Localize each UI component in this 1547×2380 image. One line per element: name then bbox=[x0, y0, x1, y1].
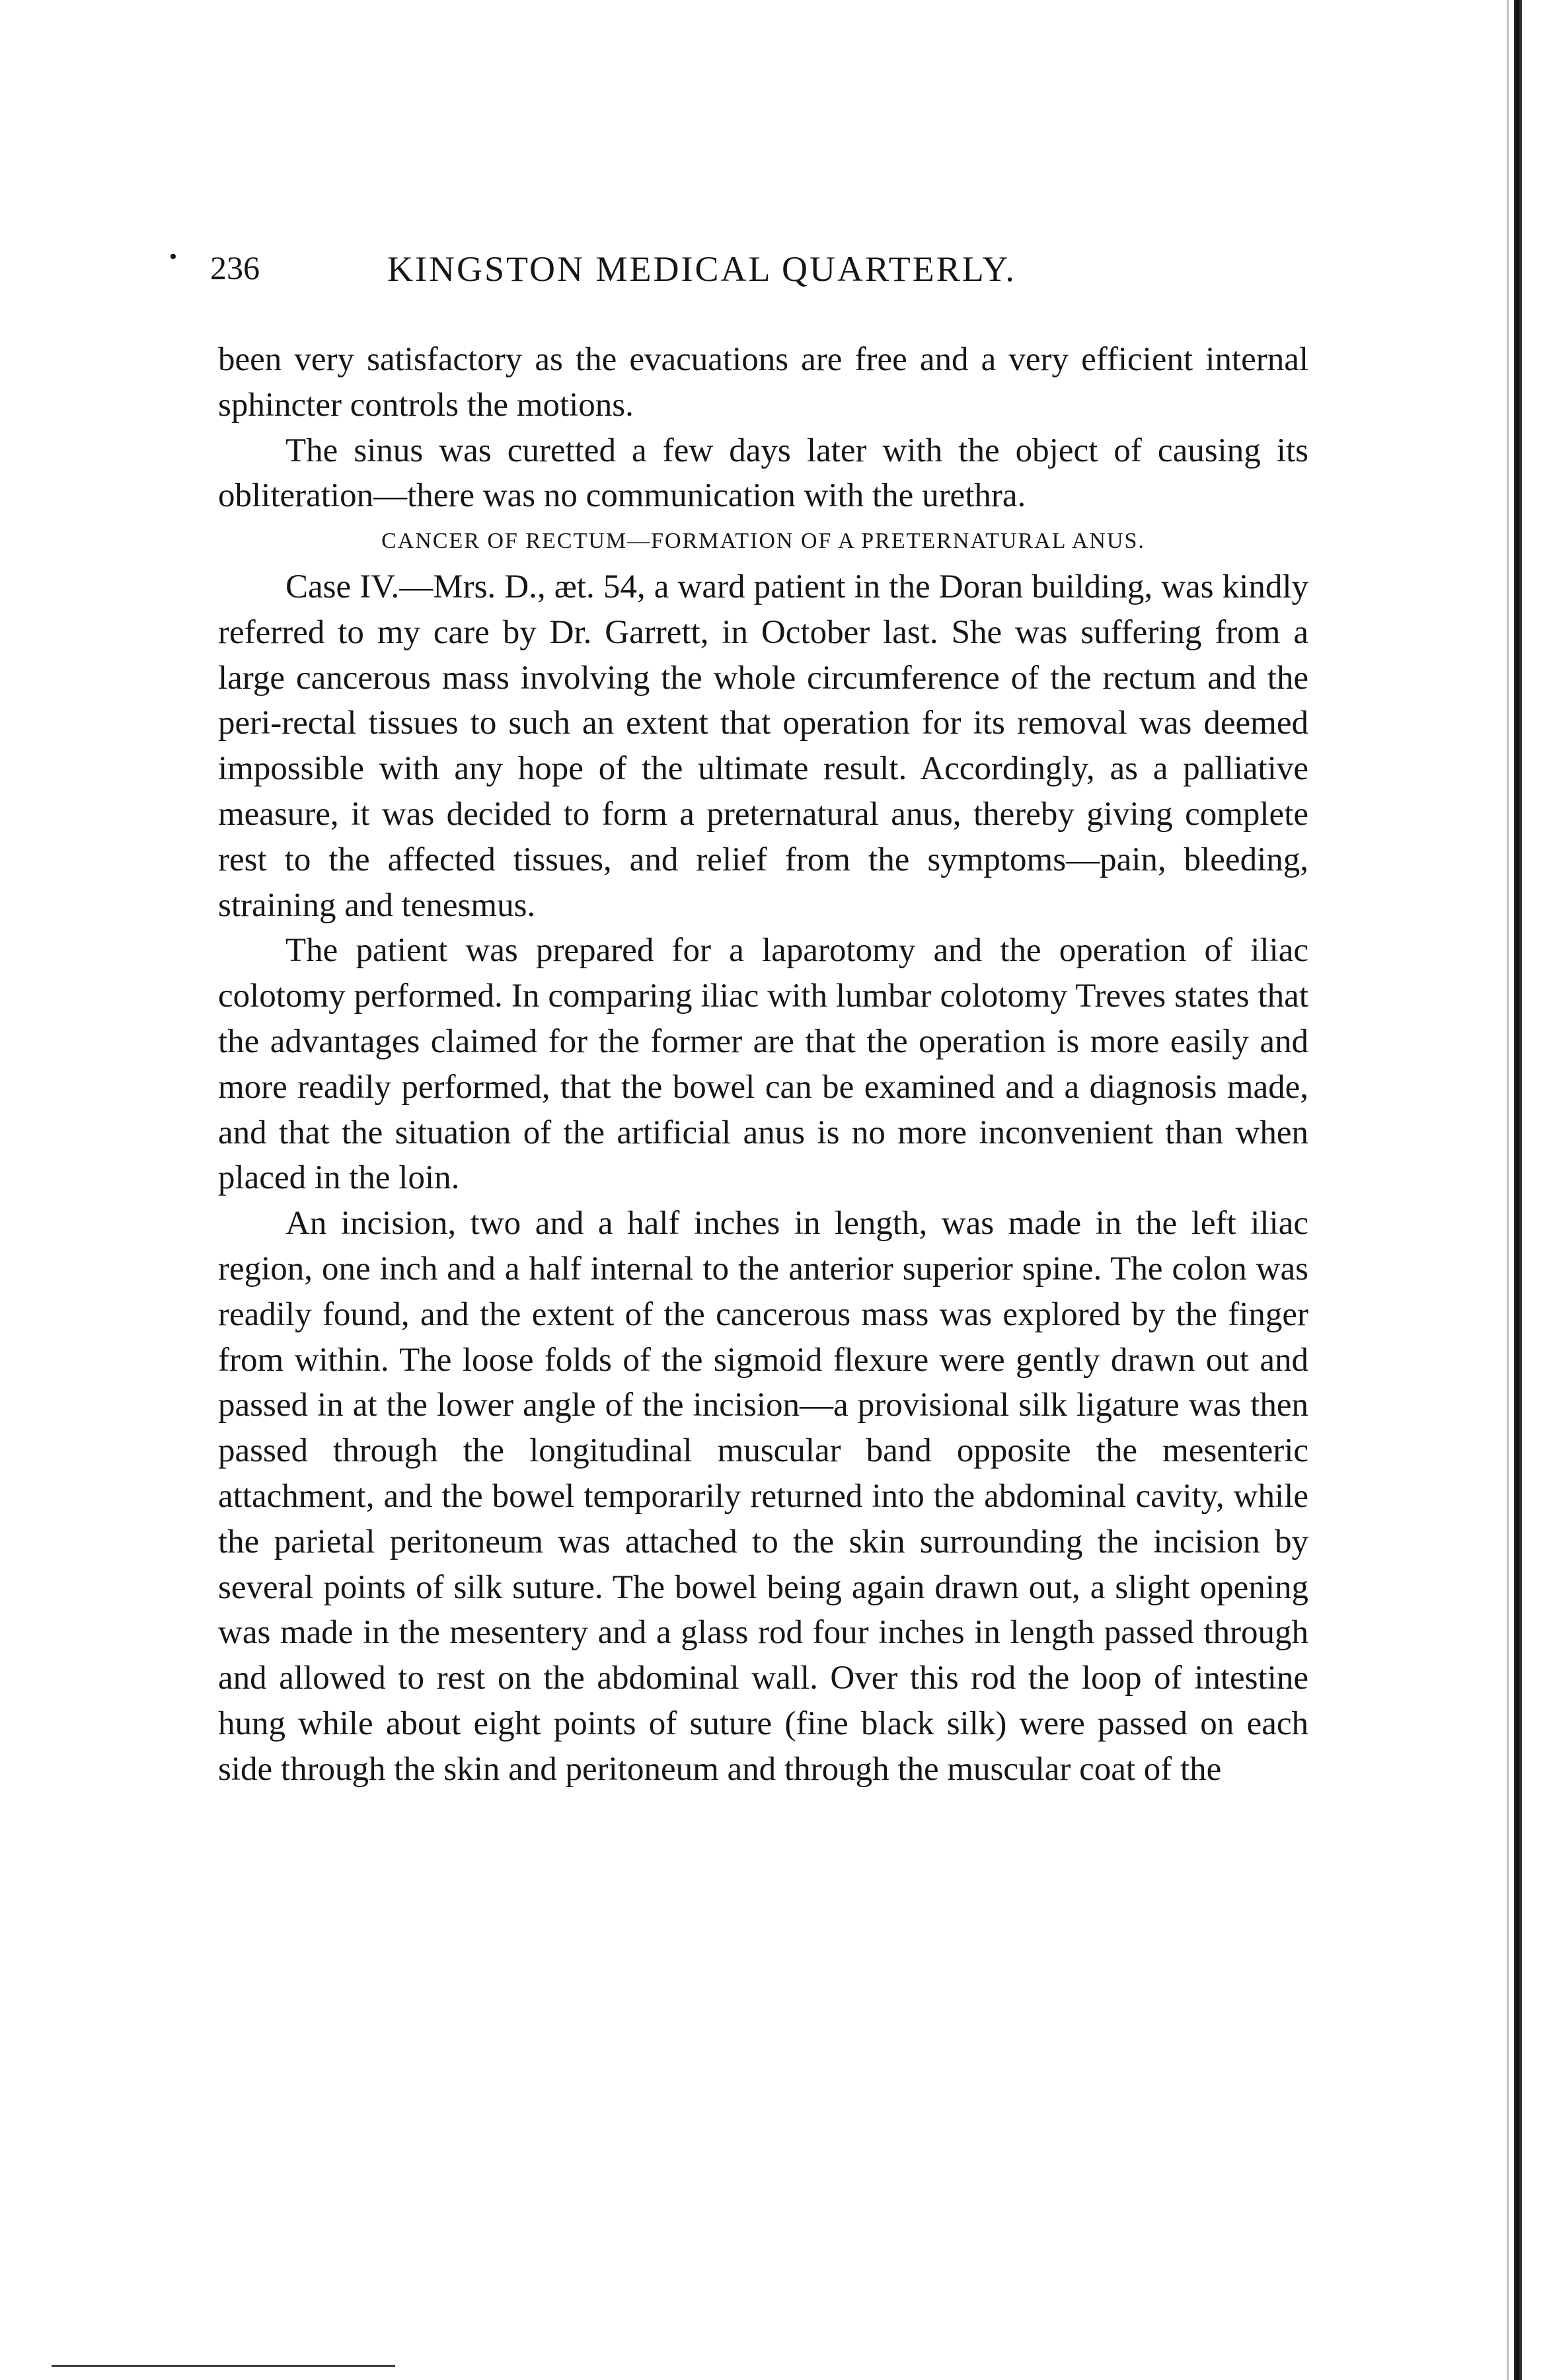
section-heading: CANCER OF RECTUM—FORMATION OF A PRETERNATURAL ANUS. bbox=[381, 529, 1145, 554]
page-number: 236 bbox=[210, 249, 260, 286]
margin-mark: • bbox=[169, 245, 177, 269]
page-binding-edge bbox=[1514, 0, 1522, 2380]
incision-paragraph: An incision, two and a half inches in length, was made in the left iliac region, one inch and a half internal to the anterior superior spine. The colon was readily found, and the extent of the cancerous mass was explored by the finger from within. The loose folds of the sigmoid flexure were gently drawn out and passed in at the lower angle of the incision—a provisional silk ligature was then passed through the longitudinal muscular band opposite the mesenteric attachment, and the bowel temporarily returned into the abdominal cavity, while the parietal peritoneum was attached to the skin surrounding the incision by several points of silk suture. The bowel being again drawn out, a slight opening was made in the mesentery and a glass rod four inches in length passed through and allowed to rest on the abdominal wall. Over this rod the loop of intestine hung while about eight points of suture (fine black silk) were passed on each side through the skin and peritoneum and through the muscular coat of the bbox=[218, 1205, 1308, 1788]
journal-title: KINGSTON MEDICAL QUARTERLY. bbox=[387, 249, 1016, 289]
continuation-paragraph: been very satisfactory as the evacuations are free and a very efficient internal sphincter controls the motions. bbox=[218, 341, 1308, 424]
page-binding-shadow bbox=[1507, 0, 1509, 2380]
operation-paragraph: The patient was prepared for a laparotomy and the operation of iliac colotomy performed. In comparing iliac with lumbar colotomy Treves states that the advantages claimed for the former are that the operation is more easily and more readily performed, that the bowel can be examined and a diagnosis made, and that the situation of the artificial anus is no more inconvenient than when placed in the loin. bbox=[218, 932, 1308, 1197]
article-body bbox=[218, 337, 1308, 1792]
bottom-rule bbox=[52, 2365, 395, 2367]
sinus-paragraph: The sinus was curetted a few days later with the object of causing its obliteration—there was no communication with the urethra. bbox=[218, 432, 1308, 515]
case-paragraph: Case IV.—Mrs. D., æt. 54, a ward patient in the Doran building, was kindly referred to my care by Dr. Garrett, in October last. She was suffering from a large cancerous mass involving the whole circumference of the rectum and the peri-rectal tissues to such an extent that operation for its removal was deemed impossible with any hope of the ultimate result. Accordingly, as a palliative measure, it was decided to form a preternatural anus, thereby giving complete rest to the affected tissues, and relief from the symptoms—pain, bleeding, straining and tenesmus. bbox=[218, 568, 1308, 924]
